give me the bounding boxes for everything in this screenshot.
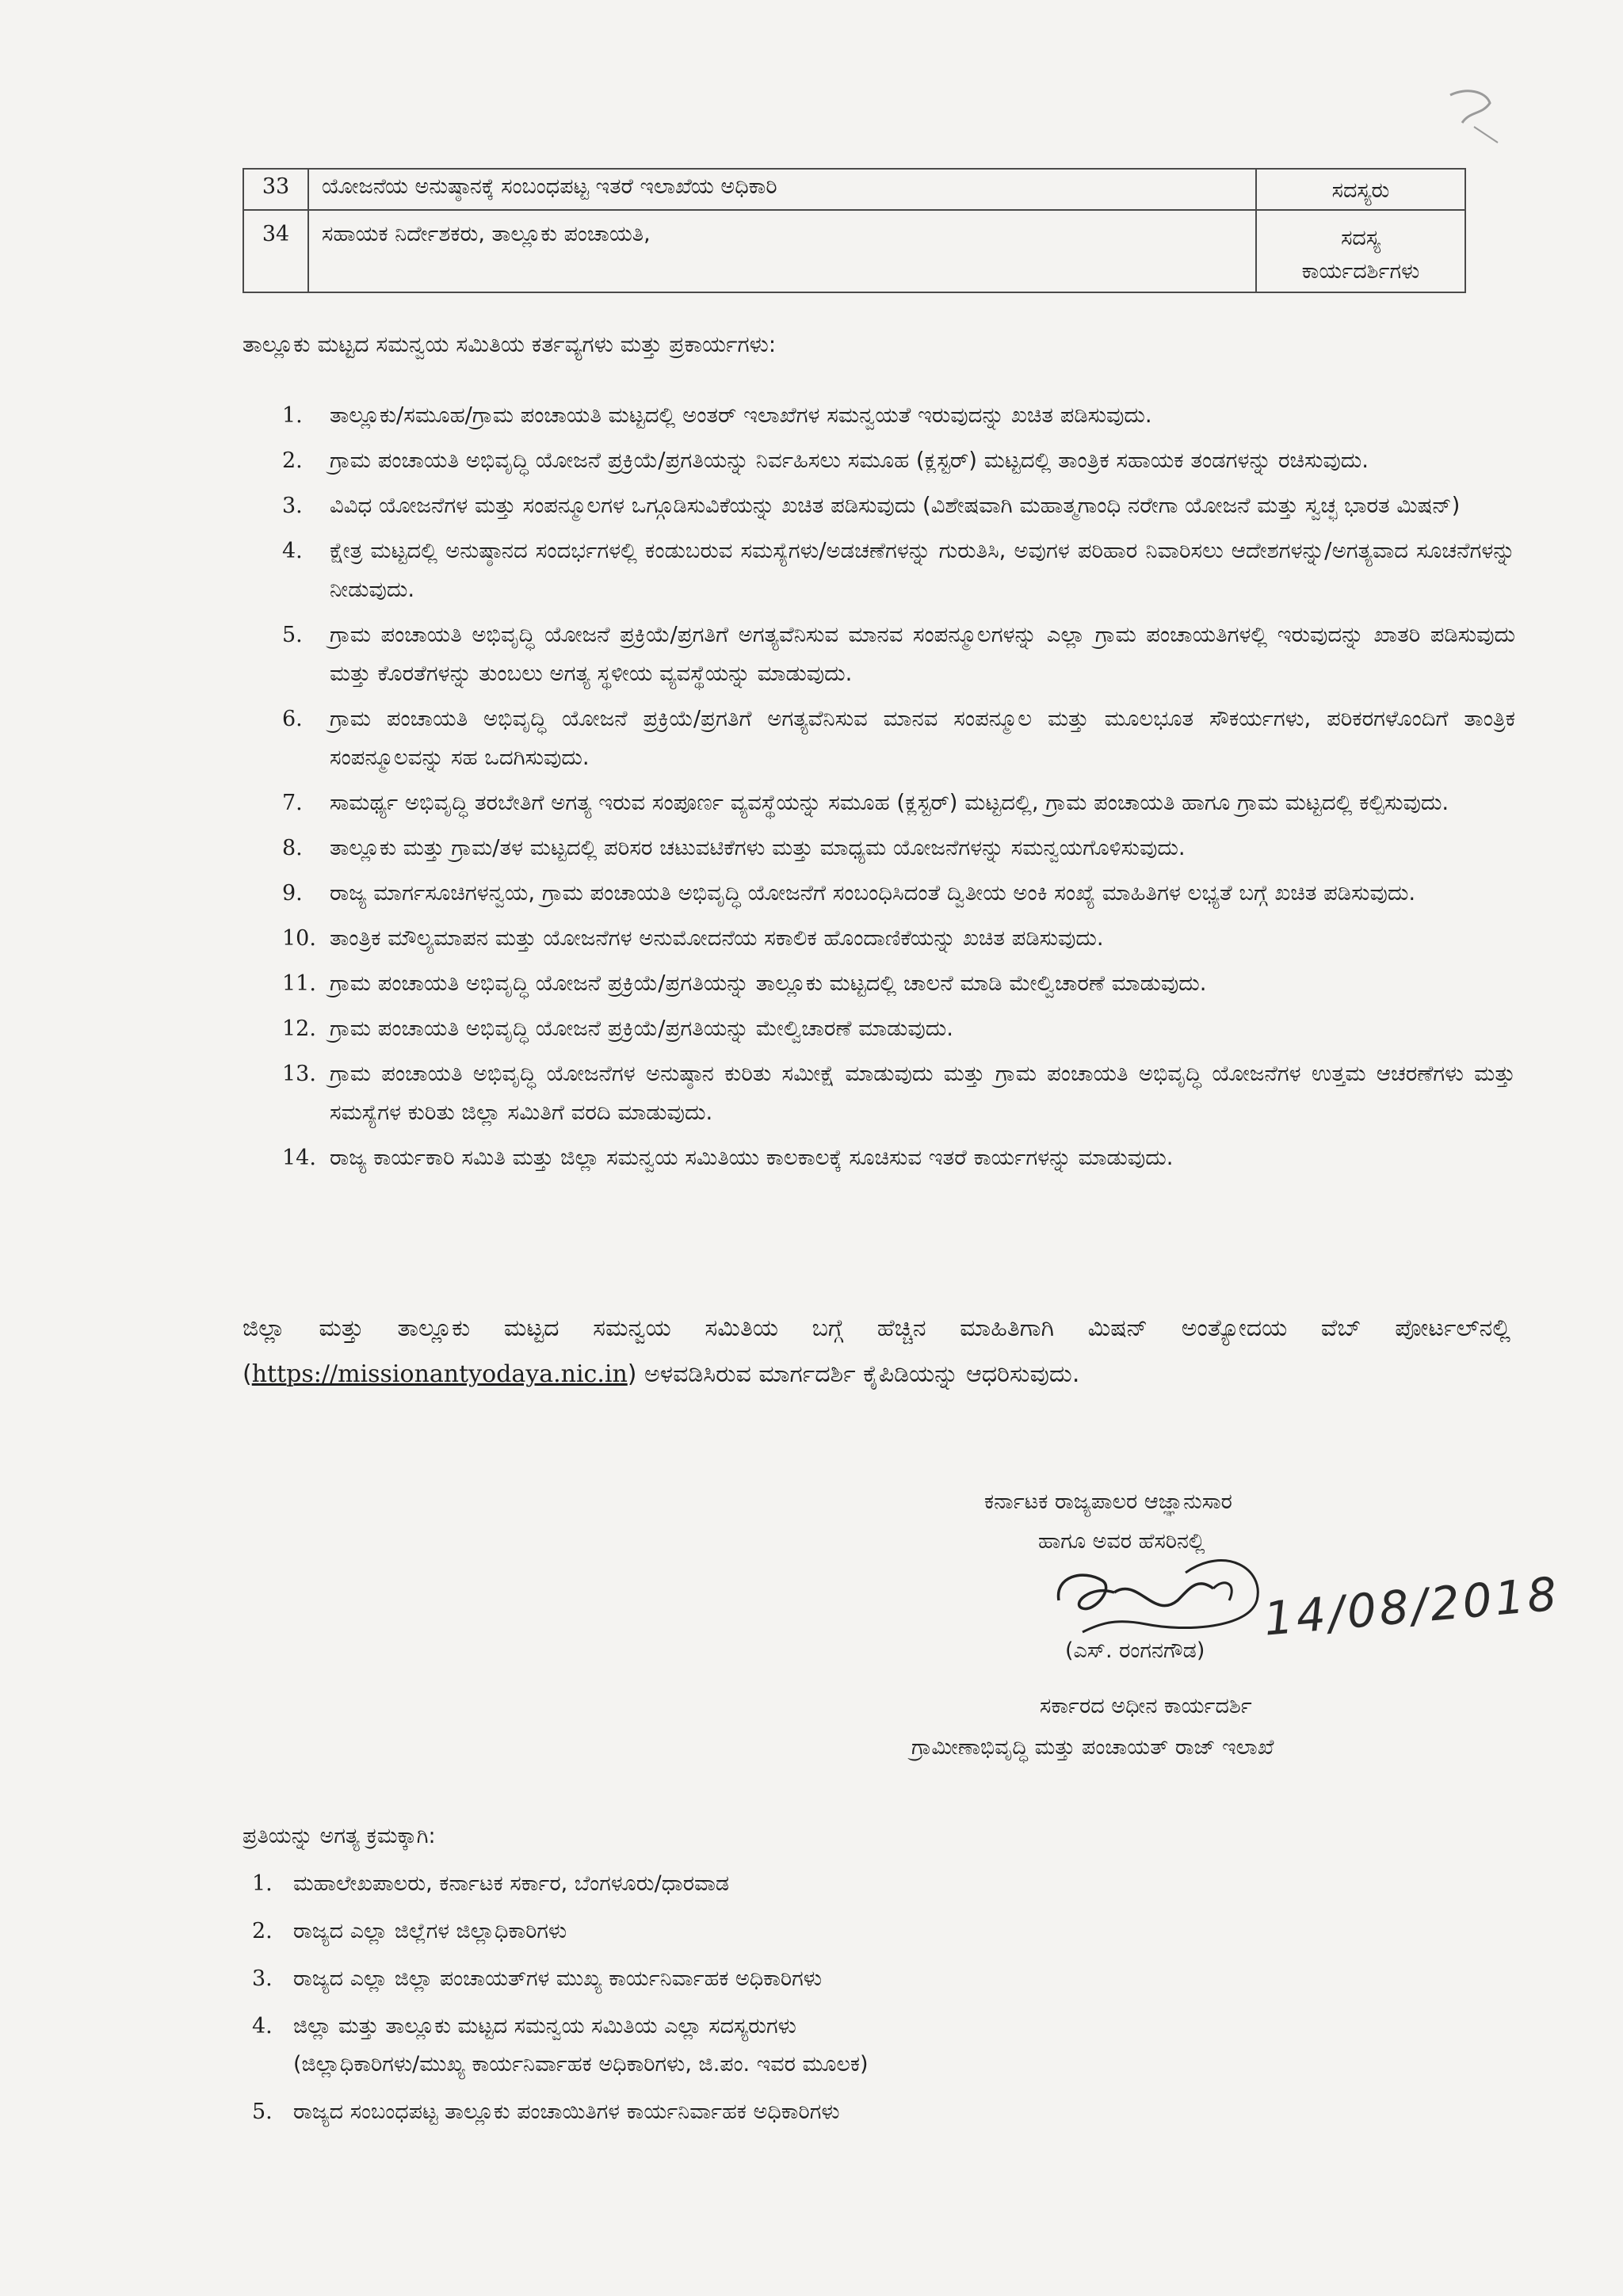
duty-text: ರಾಜ್ಯ ಮಾರ್ಗಸೂಚಿಗಳನ್ವಯ, ಗ್ರಾಮ ಪಂಚಾಯತಿ ಅಭಿವೃದ್ಧಿ ಯೋಜನೆಗೆ ಸಂಬಂಧಿಸಿದಂತೆ ದ್ವಿತೀಯ ಅಂಕಿ ಸಂಖ್ಯೆ ಮಾಹಿತಿಗಳ ಲಭ್ಯತೆ ಬಗ್ಗೆ ಖಚಿತ ಪಡಿಸುವುದು.: [330, 880, 1416, 906]
duty-item: [282, 784, 1515, 822]
duty-text: ಕ್ಷೇತ್ರ ಮಟ್ಟದಲ್ಲಿ ಅನುಷ್ಠಾನದ ಸಂದರ್ಭಗಳಲ್ಲಿ ಕಂಡುಬರುವ ಸಮಸ್ಯೆಗಳು/ಅಡಚಣೆಗಳನ್ನು ಗುರುತಿಸಿ, ಅವುಗಳ ಪರಿಹಾರ ನಿವಾರಿಸಲು ಆದೇಶಗಳನ್ನು/ಅಗತ್ಯವಾದ ಸೂಚನೆಗಳನ್ನು ನೀಡುವುದು.: [330, 538, 1515, 602]
duty-number: 6.: [282, 707, 303, 731]
governor-name-line: ಹಾಗೂ ಅವರ ಹೆಸರಿನಲ್ಲಿ: [1038, 1529, 1205, 1554]
signatory-name: (ಎಸ್. ರಂಗನಗೌಡ): [1065, 1638, 1205, 1663]
duties-heading: ತಾಲ್ಲೂಕು ಮಟ್ಟದ ಸಮನ್ವಯ ಸಮಿತಿಯ ಕರ್ತವ್ಯಗಳು ಮತ್ತು ಪ್ರಕಾರ್ಯಗಳು:: [242, 331, 777, 357]
copy-to-text: ರಾಜ್ಯದ ಎಲ್ಲಾ ಜಿಲ್ಲೆಗಳ ಜಿಲ್ಲಾಧಿಕಾರಿಗಳು: [293, 1919, 567, 1943]
duty-item: [282, 964, 1515, 1003]
copy-to-text: ಜಿಲ್ಲಾ ಮತ್ತು ತಾಲ್ಲೂಕು ಮಟ್ಟದ ಸಮನ್ವಯ ಸಮಿತಿಯ ಎಲ್ಲಾ ಸದಸ್ಯರುಗಳು: [293, 2014, 796, 2039]
duty-item: [282, 874, 1515, 913]
copy-to-number: 2.: [252, 1919, 273, 1943]
table-row: [243, 169, 1465, 210]
duty-item: [282, 700, 1515, 777]
duty-item: [282, 1138, 1515, 1177]
duty-item: [282, 396, 1515, 435]
duty-number: 5.: [282, 623, 303, 647]
duty-number: 1.: [282, 403, 303, 428]
handwritten-date: 14/08/2018: [1262, 1566, 1562, 1646]
copy-to-item: [252, 2093, 1441, 2131]
duty-number: 8.: [282, 836, 303, 860]
duty-number: 9.: [282, 881, 303, 906]
duty-text: ತಾಲ್ಲೂಕು/ಸಮೂಹ/ಗ್ರಾಮ ಪಂಚಾಯತಿ ಮಟ್ಟದಲ್ಲಿ ಅಂತರ್ ಇಲಾಖೆಗಳ ಸಮನ್ವಯತೆ ಇರುವುದನ್ನು ಖಚಿತ ಪಡಿಸುವುದು.: [330, 402, 1152, 428]
role-line: ಕಾರ್ಯದರ್ಶಿಗಳು: [1301, 258, 1420, 284]
copy-to-text: ರಾಜ್ಯದ ಸಂಬಂಧಪಟ್ಟ ತಾಲ್ಲೂಕು ಪಂಚಾಯಿತಿಗಳ ಕಾರ್ಯನಿರ್ವಾಹಕ ಅಧಿಕಾರಿಗಳು: [293, 2100, 840, 2124]
duty-item: [282, 532, 1515, 609]
member-description: ಸಹಾಯಕ ನಿರ್ದೇಶಕರು, ತಾಲ್ಲೂಕು ಪಂಚಾಯತಿ,: [308, 210, 1256, 292]
duty-item: [282, 1009, 1515, 1048]
duty-number: 2.: [282, 448, 303, 473]
signatory-designation: ಸರ್ಕಾರದ ಅಧೀನ ಕಾರ್ಯದರ್ಶಿ: [1040, 1694, 1252, 1718]
copy-to-text: ಮಹಾಲೇಖಪಾಲರು, ಕರ್ನಾಟಕ ಸರ್ಕಾರ, ಬೆಂಗಳೂರು/ಧಾರವಾಡ: [293, 1871, 730, 1896]
duty-text: ಗ್ರಾಮ ಪಂಚಾಯತಿ ಅಭಿವೃದ್ಧಿ ಯೋಜನೆ ಪ್ರಕ್ರಿಯೆ/ಪ್ರಗತಿಯನ್ನು ನಿರ್ವಹಿಸಲು ಸಮೂಹ (ಕ್ಲಸ್ಟರ್) ಮಟ್ಟದಲ್ಲಿ ತಾಂತ್ರಿಕ ಸಹಾಯಕ ತಂಡಗಳನ್ನು ರಚಿಸುವುದು.: [330, 448, 1369, 473]
copy-to-heading: ಪ್ರತಿಯನ್ನು ಅಗತ್ಯ ಕ್ರಮಕ್ಕಾಗಿ:: [242, 1824, 436, 1848]
duty-number: 14.: [282, 1146, 316, 1170]
governor-order-line: ಕರ್ನಾಟಕ ರಾಜ್ಯಪಾಲರ ಆಜ್ಞಾನುಸಾರ: [984, 1489, 1232, 1514]
copy-to-number: 3.: [252, 1966, 273, 1991]
member-role: [1256, 210, 1465, 292]
duty-item: [282, 441, 1515, 480]
duties-list: [282, 396, 1515, 1184]
duty-text: ಗ್ರಾಮ ಪಂಚಾಯತಿ ಅಭಿವೃದ್ಧಿ ಯೋಜನೆ ಪ್ರಕ್ರಿಯೆ/ಪ್ರಗತಿಗೆ ಅಗತ್ಯವೆನಿಸುವ ಮಾನವ ಸಂಪನ್ಮೂಲ ಮತ್ತು ಮೂಲಭೂತ ಸೌಕರ್ಯಗಳು, ಪರಿಕರಗಳೊಂದಿಗೆ ತಾಂತ್ರಿಕ ಸಂಪನ್ಮೂಲವನ್ನು ಸಹ ಒದಗಿಸುವುದು.: [330, 706, 1515, 770]
duty-number: 11.: [282, 971, 316, 996]
duty-item: [282, 829, 1515, 868]
table-row: [243, 210, 1465, 292]
duty-text: ರಾಜ್ಯ ಕಾರ್ಯಕಾರಿ ಸಮಿತಿ ಮತ್ತು ಜಿಲ್ಲಾ ಸಮನ್ವಯ ಸಮಿತಿಯು ಕಾಲಕಾಲಕ್ಕೆ ಸೂಚಿಸುವ ಇತರೆ ಕಾರ್ಯಗಳನ್ನು ಮಾಡುವುದು.: [330, 1145, 1174, 1170]
copy-to-item: [252, 1960, 1441, 1998]
duty-number: 10.: [282, 926, 316, 951]
copy-to-number: 1.: [252, 1871, 273, 1896]
mission-antyodaya-link[interactable]: https://missionantyodaya.nic.in: [251, 1360, 628, 1388]
committee-members-table: [242, 168, 1466, 293]
duty-number: 7.: [282, 791, 303, 815]
duty-text: ವಿವಿಧ ಯೋಜನೆಗಳ ಮತ್ತು ಸಂಪನ್ಮೂಲಗಳ ಒಗ್ಗೂಡಿಸುವಿಕೆಯನ್ನು ಖಚಿತ ಪಡಿಸುವುದು (ವಿಶೇಷವಾಗಿ ಮಹಾತ್ಮಗಾಂಧಿ ನರೇಗಾ ಯೋಜನೆ ಮತ್ತು ಸ್ವಚ್ಛ ಭಾರತ ಮಿಷನ್): [330, 493, 1461, 518]
duty-text: ಗ್ರಾಮ ಪಂಚಾಯತಿ ಅಭಿವೃದ್ಧಿ ಯೋಜನೆ ಪ್ರಕ್ರಿಯೆ/ಪ್ರಗತಿಯನ್ನು ತಾಲ್ಲೂಕು ಮಟ್ಟದಲ್ಲಿ ಚಾಲನೆ ಮಾಡಿ ಮೇಲ್ವಿಚಾರಣೆ ಮಾಡುವುದು.: [330, 971, 1207, 996]
reference-text-before: ಜಿಲ್ಲಾ ಮತ್ತು ತಾಲ್ಲೂಕು ಮಟ್ಟದ ಸಮನ್ವಯ ಸಮಿತಿಯ ಬಗ್ಗೆ ಹೆಚ್ಚಿನ ಮಾಹಿತಿಗಾಗಿ ಮಿಷನ್ ಅಂತ್ಯೋದಯ ವೆಬ್ ಪೋರ್ಟಲ್‌ನಲ್ಲಿ (: [242, 1314, 1510, 1388]
duty-text: ಸಾಮರ್ಥ್ಯ ಅಭಿವೃದ್ಧಿ ತರಬೇತಿಗೆ ಅಗತ್ಯ ಇರುವ ಸಂಪೂರ್ಣ ವ್ಯವಸ್ಥೆಯನ್ನು ಸಮೂಹ (ಕ್ಲಸ್ಟರ್) ಮಟ್ಟದಲ್ಲಿ, ಗ್ರಾಮ ಪಂಚಾಯತಿ ಹಾಗೂ ಗ್ರಾಮ ಮಟ್ಟದಲ್ಲಿ ಕಲ್ಪಿಸುವುದು.: [330, 790, 1449, 815]
copy-to-number: 5.: [252, 2100, 273, 2124]
signatory-department: ಗ್ರಾಮೀಣಾಭಿವೃದ್ಧಿ ಮತ್ತು ಪಂಚಾಯತ್ ರಾಜ್ ಇಲಾಖೆ: [911, 1735, 1274, 1760]
duty-item: [282, 919, 1515, 958]
copy-to-item: [252, 1913, 1441, 1951]
reference-text-after: ) ಅಳವಡಿಸಿರುವ ಮಾರ್ಗದರ್ಶಿ ಕೈಪಿಡಿಯನ್ನು ಆಧರಿಸುವುದು.: [627, 1360, 1080, 1388]
copy-to-subtext: (ಜಿಲ್ಲಾಧಿಕಾರಿಗಳು/ಮುಖ್ಯ ಕಾರ್ಯನಿರ್ವಾಹಕ ಅಧಿಕಾರಿಗಳು, ಜಿ.ಪಂ. ಇವರ ಮೂಲಕ): [293, 2052, 869, 2077]
handwritten-signature: [1027, 1545, 1289, 1648]
copy-to-number: 4.: [252, 2014, 273, 2039]
member-description: ಯೋಜನೆಯ ಅನುಷ್ಠಾನಕ್ಕೆ ಸಂಬಂಧಪಟ್ಟ ಇತರೆ ಇಲಾಖೆಯ ಅಧಿಕಾರಿ: [308, 169, 1256, 210]
copy-to-item: [252, 1865, 1441, 1903]
duty-item: [282, 1055, 1515, 1132]
duty-item: [282, 486, 1515, 525]
role-line: ಸದಸ್ಯರು: [1331, 178, 1390, 203]
copy-to-list: [252, 1865, 1441, 2141]
duty-number: 13.: [282, 1062, 316, 1086]
reference-paragraph: [242, 1306, 1510, 1398]
copy-to-item: [252, 2008, 1441, 2084]
duty-number: 4.: [282, 539, 303, 563]
duty-text: ಗ್ರಾಮ ಪಂಚಾಯತಿ ಅಭಿವೃದ್ಧಿ ಯೋಜನೆ ಪ್ರಕ್ರಿಯೆ/ಪ್ರಗತಿಯನ್ನು ಮೇಲ್ವಿಚಾರಣೆ ಮಾಡುವುದು.: [330, 1016, 953, 1041]
duty-text: ತಾಂತ್ರಿಕ ಮೌಲ್ಯಮಾಪನ ಮತ್ತು ಯೋಜನೆಗಳ ಅನುಮೋದನೆಯ ಸಕಾಲಿಕ ಹೊಂದಾಣಿಕೆಯನ್ನು ಖಚಿತ ಪಡಿಸುವುದು.: [330, 925, 1104, 951]
duty-text: ತಾಲ್ಲೂಕು ಮತ್ತು ಗ್ರಾಮ/ತಳ ಮಟ್ಟದಲ್ಲಿ ಪರಿಸರ ಚಟುವಟಿಕೆಗಳು ಮತ್ತು ಮಾಧ್ಯಮ ಯೋಜನೆಗಳನ್ನು ಸಮನ್ವಯಗೊಳಿಸುವುದು.: [330, 835, 1186, 860]
member-role: [1256, 169, 1465, 210]
duty-number: 3.: [282, 494, 303, 518]
role-line: ಸದಸ್ಯ: [1341, 226, 1381, 250]
row-number: 33: [243, 169, 308, 210]
duty-text: ಗ್ರಾಮ ಪಂಚಾಯತಿ ಅಭಿವೃದ್ಧಿ ಯೋಜನೆ ಪ್ರಕ್ರಿಯೆ/ಪ್ರಗತಿಗೆ ಅಗತ್ಯವೆನಿಸುವ ಮಾನವ ಸಂಪನ್ಮೂಲಗಳನ್ನು ಎಲ್ಲಾ ಗ್ರಾಮ ಪಂಚಾಯತಿಗಳಲ್ಲಿ ಇರುವುದನ್ನು ಖಾತರಿ ಪಡಿಸುವುದು ಮತ್ತು ಕೊರತೆಗಳನ್ನು ತುಂಬಲು ಅಗತ್ಯ ಸ್ಥಳೀಯ ವ್ಯವಸ್ಥೆಯನ್ನು ಮಾಡುವುದು.: [330, 622, 1515, 686]
copy-to-text: ರಾಜ್ಯದ ಎಲ್ಲಾ ಜಿಲ್ಲಾ ಪಂಚಾಯತ್‌ಗಳ ಮುಖ್ಯ ಕಾರ್ಯನಿರ್ವಾಹಕ ಅಧಿಕಾರಿಗಳು: [293, 1966, 823, 1991]
duty-item: [282, 616, 1515, 693]
duty-text: ಗ್ರಾಮ ಪಂಚಾಯತಿ ಅಭಿವೃದ್ಧಿ ಯೋಜನೆಗಳ ಅನುಷ್ಠಾನ ಕುರಿತು ಸಮೀಕ್ಷೆ ಮಾಡುವುದು ಮತ್ತು ಗ್ರಾಮ ಪಂಚಾಯತಿ ಅಭಿವೃದ್ಧಿ ಯೋಜನೆಗಳ ಉತ್ತಮ ಆಚರಣೆಗಳು ಮತ್ತು ಸಮಸ್ಯೆಗಳ ಕುರಿತು ಜಿಲ್ಲಾ ಸಮಿತಿಗೆ ವರದಿ ಮಾಡುವುದು.: [330, 1061, 1515, 1125]
row-number: 34: [243, 210, 308, 292]
ink-mark-icon: [1442, 79, 1506, 151]
duty-number: 12.: [282, 1016, 316, 1041]
